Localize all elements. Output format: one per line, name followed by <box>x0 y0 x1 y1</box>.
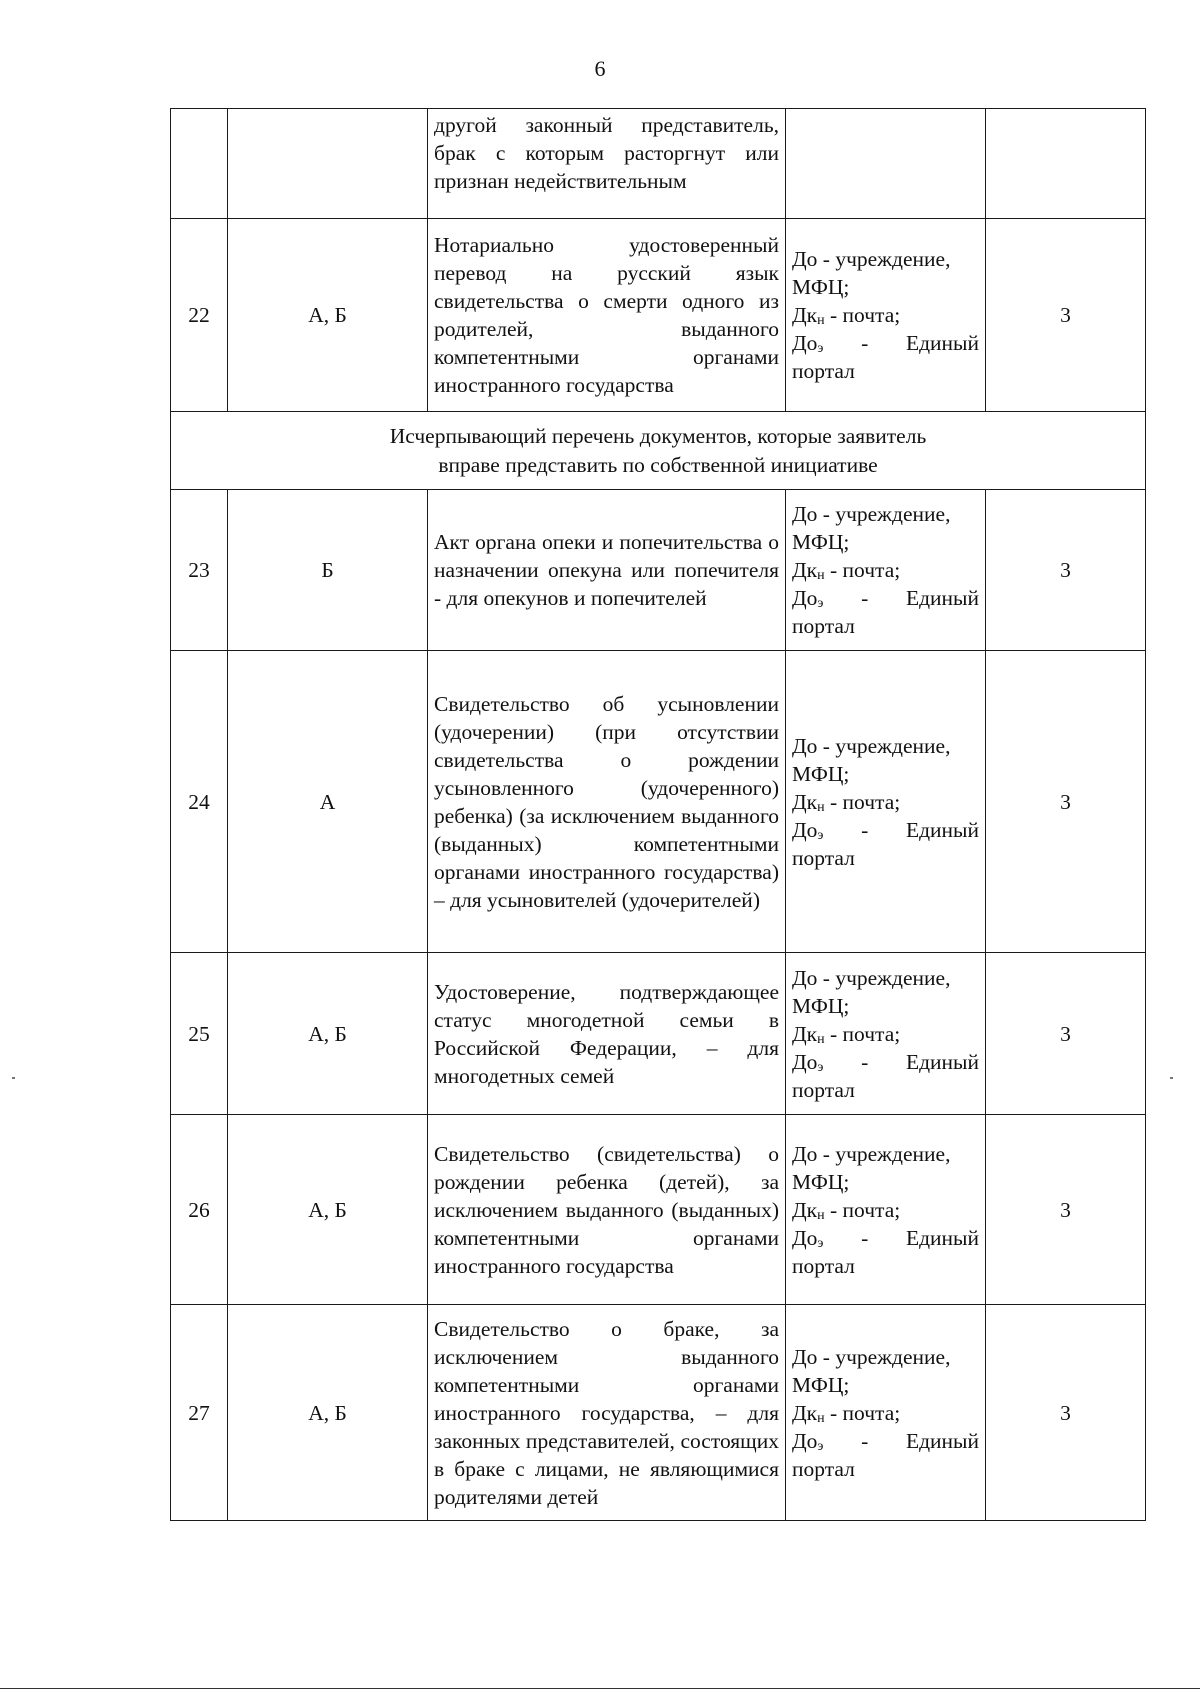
document-description: Удостоверение, подтверждающее статус многодетной семьи в Российской Федерации, – для многодетных семей <box>428 953 786 1115</box>
section-header-line: вправе представить по собственной инициативе <box>438 452 878 477</box>
scan-speck <box>12 1077 15 1079</box>
code: 3 <box>986 1115 1146 1305</box>
document-description: Акт органа опеки и попечительства о назначении опекуна или попечителя - для опекунов и попечителей <box>428 490 786 651</box>
page-bottom-rule <box>0 1688 1200 1689</box>
document-description: Свидетельство о браке, за исключением выданного компетентными органами иностранного государства, – для законных представителей, состоящих в браке с лицами, не являющимися родителями детей <box>428 1305 786 1521</box>
scan-speck <box>1170 1077 1173 1079</box>
document-description: Свидетельство (свидетельства) о рождении ребенка (детей), за исключением выданного (выданных) компетентными органами иностранного государства <box>428 1115 786 1305</box>
section-header <box>171 412 1146 490</box>
section-header-row <box>171 412 1146 490</box>
table-row <box>171 219 1146 412</box>
code: 3 <box>986 219 1146 412</box>
code-cell <box>986 109 1146 219</box>
submission-channels: До - учреждение, МФЦ; $Дк_н$ - почта; $До_э$ - Единый портал <box>786 953 986 1115</box>
table-row <box>171 651 1146 953</box>
row-number: 26 <box>171 1115 228 1305</box>
submission-channels: До - учреждение, МФЦ; $Дк_н$ - почта; $До_э$ - Единый портал <box>786 1305 986 1521</box>
submission-channels: До - учреждение, МФЦ; $Дк_н$ - почта; $До_э$ - Единый портал <box>786 490 986 651</box>
applicant-category: А, Б <box>228 1305 428 1521</box>
code: 3 <box>986 1305 1146 1521</box>
applicant-category: А <box>228 651 428 953</box>
section-header-line: Исчерпывающий перечень документов, которые заявитель <box>389 423 927 448</box>
row-number: 27 <box>171 1305 228 1521</box>
row-number: 23 <box>171 490 228 651</box>
channels-cell <box>786 109 986 219</box>
category-cell <box>228 109 428 219</box>
row-number: 22 <box>171 219 228 412</box>
submission-channels: До - учреждение, МФЦ; $Дк_н$ - почта; $До_э$ - Единый портал <box>786 1115 986 1305</box>
document-description: Нотариально удостоверенный перевод на русский язык свидетельства о смерти одного из родителей, выданного компетентными органами иностранного государства <box>428 219 786 412</box>
table-row <box>171 1115 1146 1305</box>
submission-channels: До - учреждение, МФЦ; $Дк_н$ - почта; $До_э$ - Единый портал <box>786 219 986 412</box>
table-row-continuation <box>171 109 1146 219</box>
document-description: Свидетельство об усыновлении (удочерении) (при отсутствии свидетельства о рождении усыновленного (удочеренного) ребенка) (за исключением выданного (выданных) компетентными органами иностранного государства) – для усыновителей (удочерителей) <box>428 651 786 953</box>
applicant-category: А, Б <box>228 1115 428 1305</box>
applicant-category: Б <box>228 490 428 651</box>
row-number-cell <box>171 109 228 219</box>
page-number: 6 <box>594 56 606 81</box>
table-row <box>171 1305 1146 1521</box>
applicant-category: А, Б <box>228 953 428 1115</box>
submission-channels: До - учреждение, МФЦ; $Дк_н$ - почта; $До_э$ - Единый портал <box>786 651 986 953</box>
row-number: 24 <box>171 651 228 953</box>
code: 3 <box>986 490 1146 651</box>
table-row <box>171 490 1146 651</box>
row-number: 25 <box>171 953 228 1115</box>
applicant-category: А, Б <box>228 219 428 412</box>
documents-table <box>170 108 1146 1521</box>
table-row <box>171 953 1146 1115</box>
code: 3 <box>986 953 1146 1115</box>
description-cell: другой законный представитель, брак с которым расторгнут или признан недействительным <box>428 109 786 219</box>
code: 3 <box>986 651 1146 953</box>
